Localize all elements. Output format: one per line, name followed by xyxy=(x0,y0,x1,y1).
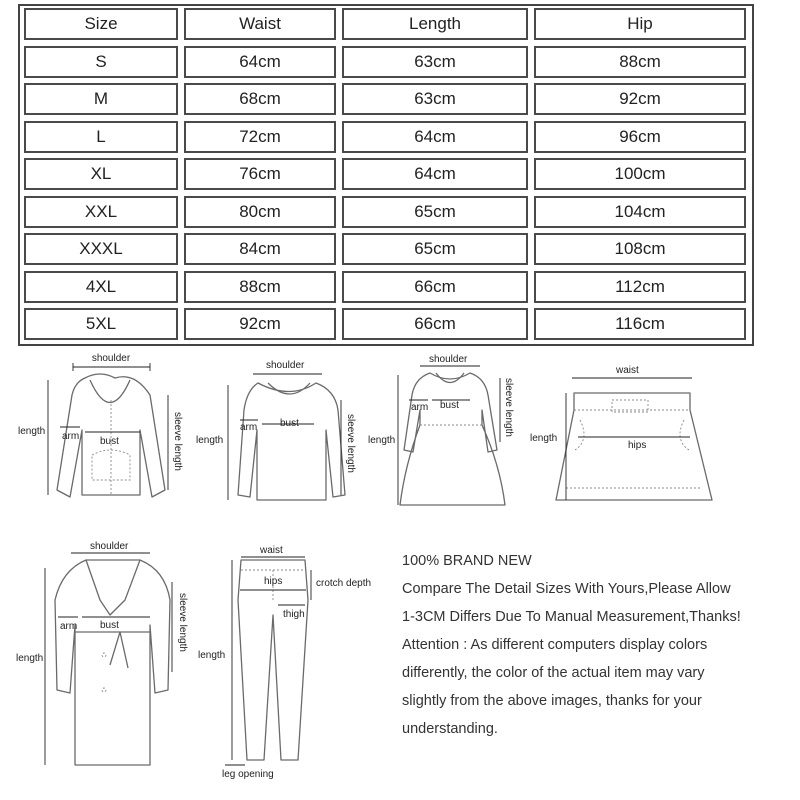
dress-shoulder-label: shoulder xyxy=(429,354,468,365)
pants-waist-label: waist xyxy=(260,545,283,556)
table-cell: 88cm xyxy=(534,46,746,78)
dress-length-label: length xyxy=(368,435,396,446)
color-note: differently, the color of the actual item may vary xyxy=(402,665,705,681)
hoodie-sleeve-label: sleeve length xyxy=(172,412,183,471)
pants-thigh-label: thigh xyxy=(283,609,305,620)
dress-bust-label: bust xyxy=(440,400,459,411)
attention-note: Attention : As different computers display colors xyxy=(402,637,708,653)
table-cell: 64cm xyxy=(342,121,528,153)
table-cell: 5XL xyxy=(24,308,178,340)
dress-diagram xyxy=(368,354,514,505)
table-header-cell: Size xyxy=(24,8,178,40)
coat-diagram xyxy=(16,541,188,765)
table-cell: 63cm xyxy=(342,46,528,78)
table-cell: 72cm xyxy=(184,121,336,153)
skirt-hips-label: hips xyxy=(628,440,647,451)
table-cell: 64cm xyxy=(342,158,528,190)
table-cell: 66cm xyxy=(342,308,528,340)
skirt-waist-label: waist xyxy=(616,365,639,376)
pants-leg-opening-label: leg opening xyxy=(222,769,274,780)
table-cell: 84cm xyxy=(184,233,336,265)
sweater-bust-label: bust xyxy=(280,418,299,429)
pants-diagram xyxy=(198,545,371,780)
table-cell: 64cm xyxy=(184,46,336,78)
table-cell: S xyxy=(24,46,178,78)
table-cell: XL xyxy=(24,158,178,190)
hoodie-shoulder-label: shoulder xyxy=(91,353,131,364)
table-cell: 92cm xyxy=(534,83,746,115)
table-cell: L xyxy=(24,121,178,153)
table-cell: 96cm xyxy=(534,121,746,153)
table-cell: M xyxy=(24,83,178,115)
table-cell: 76cm xyxy=(184,158,336,190)
coat-length-label: length xyxy=(16,653,44,664)
table-cell: 66cm xyxy=(342,271,528,303)
vary-note: slightly from the above images, thanks for your xyxy=(402,693,702,709)
table-cell: XXXL xyxy=(24,233,178,265)
brand-new-note: 100% BRAND NEW xyxy=(402,553,532,569)
table-cell: 108cm xyxy=(534,233,746,265)
skirt-diagram xyxy=(530,365,712,500)
compare-note: Compare The Detail Sizes With Yours,Please Allow xyxy=(402,581,731,597)
understanding-note: understanding. xyxy=(402,721,498,737)
table-cell: 88cm xyxy=(184,271,336,303)
skirt-length-label: length xyxy=(530,433,558,444)
table-header-cell: Length xyxy=(342,8,528,40)
table-cell: 116cm xyxy=(534,308,746,340)
size-table xyxy=(18,4,754,346)
hoodie-bust-label: bust xyxy=(100,436,119,447)
table-cell: 92cm xyxy=(184,308,336,340)
hoodie-diagram xyxy=(18,353,183,497)
table-cell: 63cm xyxy=(342,83,528,115)
pants-crotch-label: crotch depth xyxy=(316,578,372,589)
dress-arm-label: arm xyxy=(411,402,429,413)
coat-shoulder-label: shoulder xyxy=(90,541,129,552)
sweater-length-label: length xyxy=(196,435,224,446)
sweater-shoulder-label: shoulder xyxy=(266,360,305,371)
hoodie-length-label: length xyxy=(18,426,46,437)
table-cell: 65cm xyxy=(342,196,528,228)
product-notes xyxy=(402,547,797,743)
table-cell: 4XL xyxy=(24,271,178,303)
pants-length-label: length xyxy=(198,650,226,661)
sweater-diagram xyxy=(196,360,356,500)
coat-sleeve-label: sleeve length xyxy=(177,593,188,652)
hoodie-arm-label: arm xyxy=(62,431,80,442)
sweater-arm-label: arm xyxy=(240,422,258,433)
table-cell: 100cm xyxy=(534,158,746,190)
coat-arm-label: arm xyxy=(60,621,78,632)
coat-bust-label: bust xyxy=(100,620,119,631)
table-cell: XXL xyxy=(24,196,178,228)
table-header-cell: Waist xyxy=(184,8,336,40)
sweater-sleeve-label: sleeve length xyxy=(345,414,356,473)
table-cell: 68cm xyxy=(184,83,336,115)
pants-hips-label: hips xyxy=(264,576,283,587)
table-cell: 112cm xyxy=(534,271,746,303)
table-cell: 104cm xyxy=(534,196,746,228)
measurement-note: 1-3CM Differs Due To Manual Measurement,Thanks! xyxy=(402,609,741,625)
table-cell: 65cm xyxy=(342,233,528,265)
table-header-cell: Hip xyxy=(534,8,746,40)
table-cell: 80cm xyxy=(184,196,336,228)
dress-sleeve-label: sleeve length xyxy=(503,378,514,437)
